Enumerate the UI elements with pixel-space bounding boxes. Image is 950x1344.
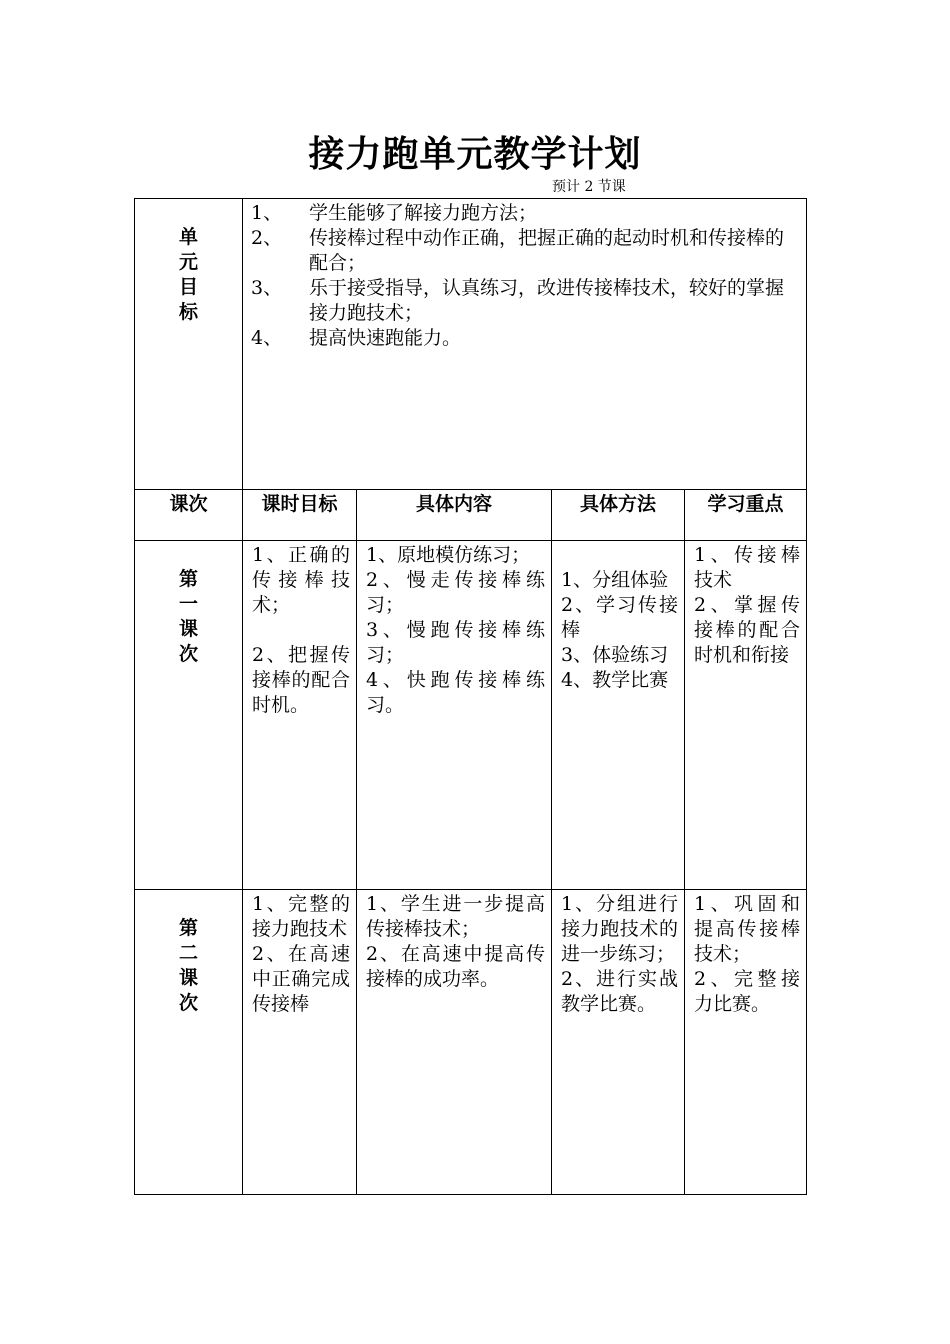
unit-goal-text: 提高快速跑能力。 [309, 327, 462, 349]
header-focus: 学习重点 [685, 490, 807, 541]
lesson-content: 1、原地模仿练习； 2、慢走传接棒练习； 3、慢跑传接棒练习； 4、快跑传接棒练习。 [366, 544, 545, 716]
unit-goal-number: 4、 [251, 327, 283, 349]
unit-goals-row [135, 199, 807, 490]
lesson-goal-cell [243, 890, 357, 1195]
unit-goal-item [251, 226, 800, 276]
unit-goal-item [251, 201, 800, 226]
lesson-method: 1、分组进行接力跑技术的进一步练习； 2、进行实战教学比赛。 [561, 893, 678, 1015]
unit-goal-item [251, 276, 800, 326]
unit-goals-label-cell [135, 199, 243, 490]
lesson-method: 1、分组体验 2、学习传接棒 3、体验练习 4、教学比赛 [561, 569, 678, 691]
unit-plan-table [134, 198, 807, 1195]
header-content: 具体内容 [357, 490, 552, 541]
lesson-content-cell [357, 890, 552, 1195]
lesson-content: 1、学生进一步提高传接棒技术； 2、在高速中提高传接棒的成功率。 [366, 893, 545, 990]
header-lesson-goal: 课时目标 [243, 490, 357, 541]
lesson-goal-cell [243, 541, 357, 890]
unit-goals-label: 单元目标 [178, 226, 198, 323]
header-row [135, 490, 807, 541]
lesson-focus-cell [685, 541, 807, 890]
lesson-focus: 1、巩固和提高传接棒技术； 2、完整接力比赛。 [694, 893, 801, 1015]
lesson-goal: 1、完整的接力跑技术 2、在高速中正确完成传接棒 [252, 893, 350, 1015]
unit-goal-text: 学生能够了解接力跑方法； [309, 202, 538, 224]
unit-goal-number: 3、 [251, 277, 283, 299]
lesson-count-note: 预计 2 节课 [552, 179, 626, 195]
page-title: 接力跑单元教学计划 [308, 133, 642, 175]
lesson-label: 第一课次 [178, 568, 198, 665]
lesson-focus-cell [685, 890, 807, 1195]
lesson-goal: 1、正确的传接棒技术； 2、把握传接棒的配合时机。 [252, 544, 350, 716]
unit-goal-number: 1、 [251, 202, 283, 224]
lesson-method-cell [552, 541, 685, 890]
lesson-label-cell [135, 541, 243, 890]
lesson-row-1 [135, 541, 807, 890]
unit-goal-text: 传接棒过程中动作正确，把握正确的起动时机和传接棒的配合； [309, 227, 785, 274]
lesson-row-2 [135, 890, 807, 1195]
lesson-label-cell [135, 890, 243, 1195]
lesson-label: 第二课次 [178, 917, 198, 1014]
lesson-focus: 1、传接棒技术 2、掌握传接棒的配合时机和衔接 [694, 544, 801, 666]
unit-goals-cell [243, 199, 807, 490]
lesson-method-cell [552, 890, 685, 1195]
lesson-content-cell [357, 541, 552, 890]
unit-goal-number: 2、 [251, 227, 283, 249]
header-lesson: 课次 [135, 490, 243, 541]
header-method: 具体方法 [552, 490, 685, 541]
unit-goal-text: 乐于接受指导，认真练习，改进传接棒技术，较好的掌握接力跑技术； [309, 277, 785, 324]
unit-goal-item [251, 326, 800, 351]
